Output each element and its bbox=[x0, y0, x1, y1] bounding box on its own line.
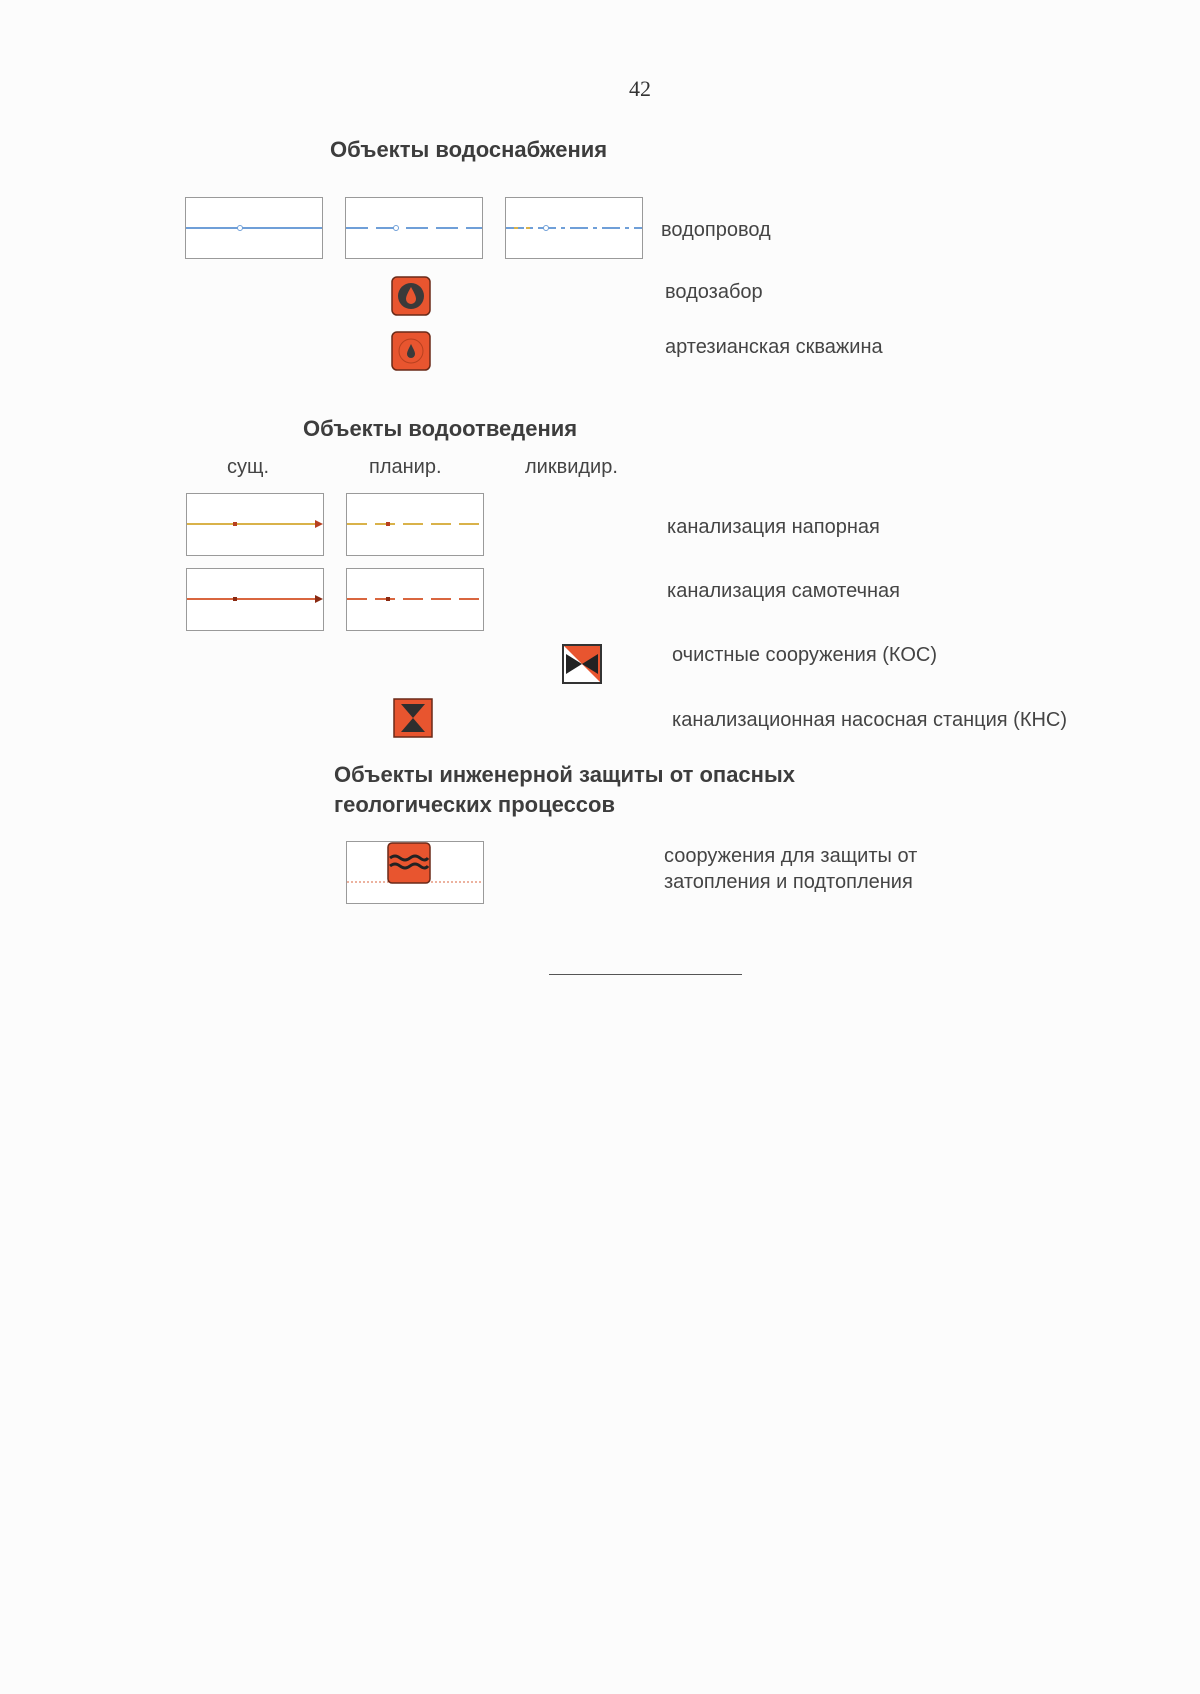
column-planned: планир. bbox=[369, 456, 442, 478]
gravity-sewer-existing-swatch bbox=[186, 568, 324, 631]
treatment-plant-label: очистные сооружения (КОС) bbox=[672, 644, 937, 666]
water-supply-heading: Объекты водоснабжения bbox=[330, 137, 608, 162]
gravity-sewer-existing-line bbox=[187, 569, 323, 630]
gravity-sewer-planned-swatch bbox=[346, 568, 484, 631]
geo-protection-heading-line2: геологических процессов bbox=[334, 792, 616, 817]
water-pipe-existing-line bbox=[186, 198, 322, 258]
artesian-well-symbol bbox=[391, 331, 431, 371]
water-pipe-liquidated-swatch bbox=[505, 197, 643, 259]
pressure-sewer-existing-swatch bbox=[186, 493, 324, 556]
column-existing: сущ. bbox=[227, 456, 270, 478]
page-number: 42 bbox=[629, 76, 651, 101]
flood-protection-symbol bbox=[347, 842, 483, 903]
pump-station-symbol bbox=[393, 698, 433, 738]
pressure-sewer-existing-line bbox=[187, 494, 323, 555]
pump-station-label: канализационная насосная станция (КНС) bbox=[672, 709, 1068, 731]
water-pipe-label: водопровод bbox=[661, 219, 771, 241]
water-pipe-planned-swatch bbox=[345, 197, 483, 259]
water-pipe-liquidated-line bbox=[506, 198, 642, 258]
flood-protection-label-line1: сооружения для защиты от bbox=[664, 845, 918, 867]
artesian-well-label: артезианская скважина bbox=[665, 336, 883, 358]
geo-protection-heading-line1: Объекты инженерной защиты от опасных bbox=[334, 762, 795, 787]
column-liquidated: ликвидир. bbox=[525, 456, 618, 478]
sewerage-heading: Объекты водоотведения bbox=[303, 416, 578, 441]
flood-protection-label-line2: затопления и подтопления bbox=[664, 871, 913, 893]
pressure-sewer-label: канализация напорная bbox=[667, 516, 880, 538]
water-intake-label: водозабор bbox=[665, 281, 763, 303]
pressure-sewer-planned-swatch bbox=[346, 493, 484, 556]
closing-separator-line bbox=[549, 974, 742, 975]
water-intake-symbol bbox=[391, 276, 431, 316]
gravity-sewer-label: канализация самотечная bbox=[667, 580, 900, 602]
pressure-sewer-planned-line bbox=[347, 494, 483, 555]
flood-protection-swatch bbox=[346, 841, 484, 904]
water-pipe-existing-swatch bbox=[185, 197, 323, 259]
water-pipe-planned-line bbox=[346, 198, 482, 258]
gravity-sewer-planned-line bbox=[347, 569, 483, 630]
treatment-plant-symbol bbox=[562, 644, 602, 684]
